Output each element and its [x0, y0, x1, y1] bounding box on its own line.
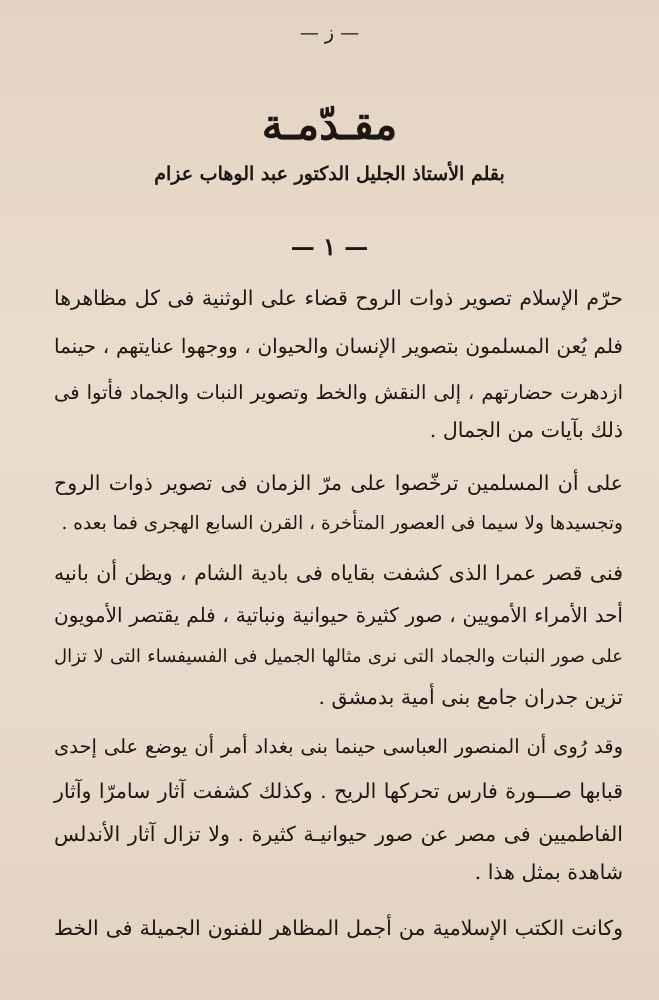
paragraph-3-line-4: تزين جدران جامع بنى أمية بدمشق .: [318, 685, 623, 709]
paragraph-4-line-3: الفاطميين فى مصر عن صور حيوانيـة كثيرة . ولا تزال آثار الأندلس: [54, 822, 623, 846]
paragraph-4-line-4: شاهدة بمثل هذا .: [474, 860, 623, 884]
section-number: — ١ —: [290, 232, 369, 261]
paragraph-1-line-2: فلم يُعن المسلمون بتصوير الإنسان والحيوان ، ووجهوا عنايتهم ، حينما: [54, 334, 623, 358]
paragraph-3-line-3: على صور النبات والجماد التى نرى مثالها الجميل فى الفسيفساء التى لا تزال: [54, 646, 623, 667]
paragraph-2-line-2: وتجسيدها ولا سيما فى العصور المتأخرة ، القرن السابع الهجرى فما بعده .: [61, 513, 623, 534]
paragraph-4-line-1: وقد رُوى أن المنصور العباسى حينما بنى بغداد أمر أن يوضع على إحدى: [54, 735, 623, 758]
paragraph-1-line-4: ذلك بآيات من الجمال .: [429, 418, 623, 442]
page-title: مقـدّمـة: [261, 100, 398, 149]
page-number: — ز —: [299, 22, 360, 44]
paragraph-1-line-3: ازدهرت حضارتهم ، إلى النقش والخط وتصوير النبات والجماد فأتوا فى: [54, 381, 623, 404]
paragraph-3-line-1: فنى قصر عمرا الذى كشفت بقاياه فى بادية الشام ، ويظن أن بانيه: [54, 561, 623, 585]
paragraph-1-line-1: حرّم الإسلام تصوير ذوات الروح قضاء على الوثنية فى كل مظاهرها: [54, 286, 623, 310]
author-byline: بقلم الأستاذ الجليل الدكتور عبد الوهاب عزام: [154, 163, 505, 185]
paragraph-5-line-1: وكانت الكتب الإسلامية من أجمل المظاهر للفنون الجميلة فى الخط: [54, 916, 623, 940]
paragraph-4-line-2: قبابها صـــورة فارس تحركها الريح . وكذلك كشفت آثار سامرّا وآثار: [54, 779, 623, 803]
paragraph-2-line-1: على أن المسلمين ترخّصوا على مرّ الزمان فى تصوير ذوات الروح: [54, 471, 623, 495]
paragraph-3-line-2: أحد الأمراء الأمويين ، صور كثيرة حيوانية ونباتية ، فلم يقتصر الأمويون: [54, 603, 623, 627]
